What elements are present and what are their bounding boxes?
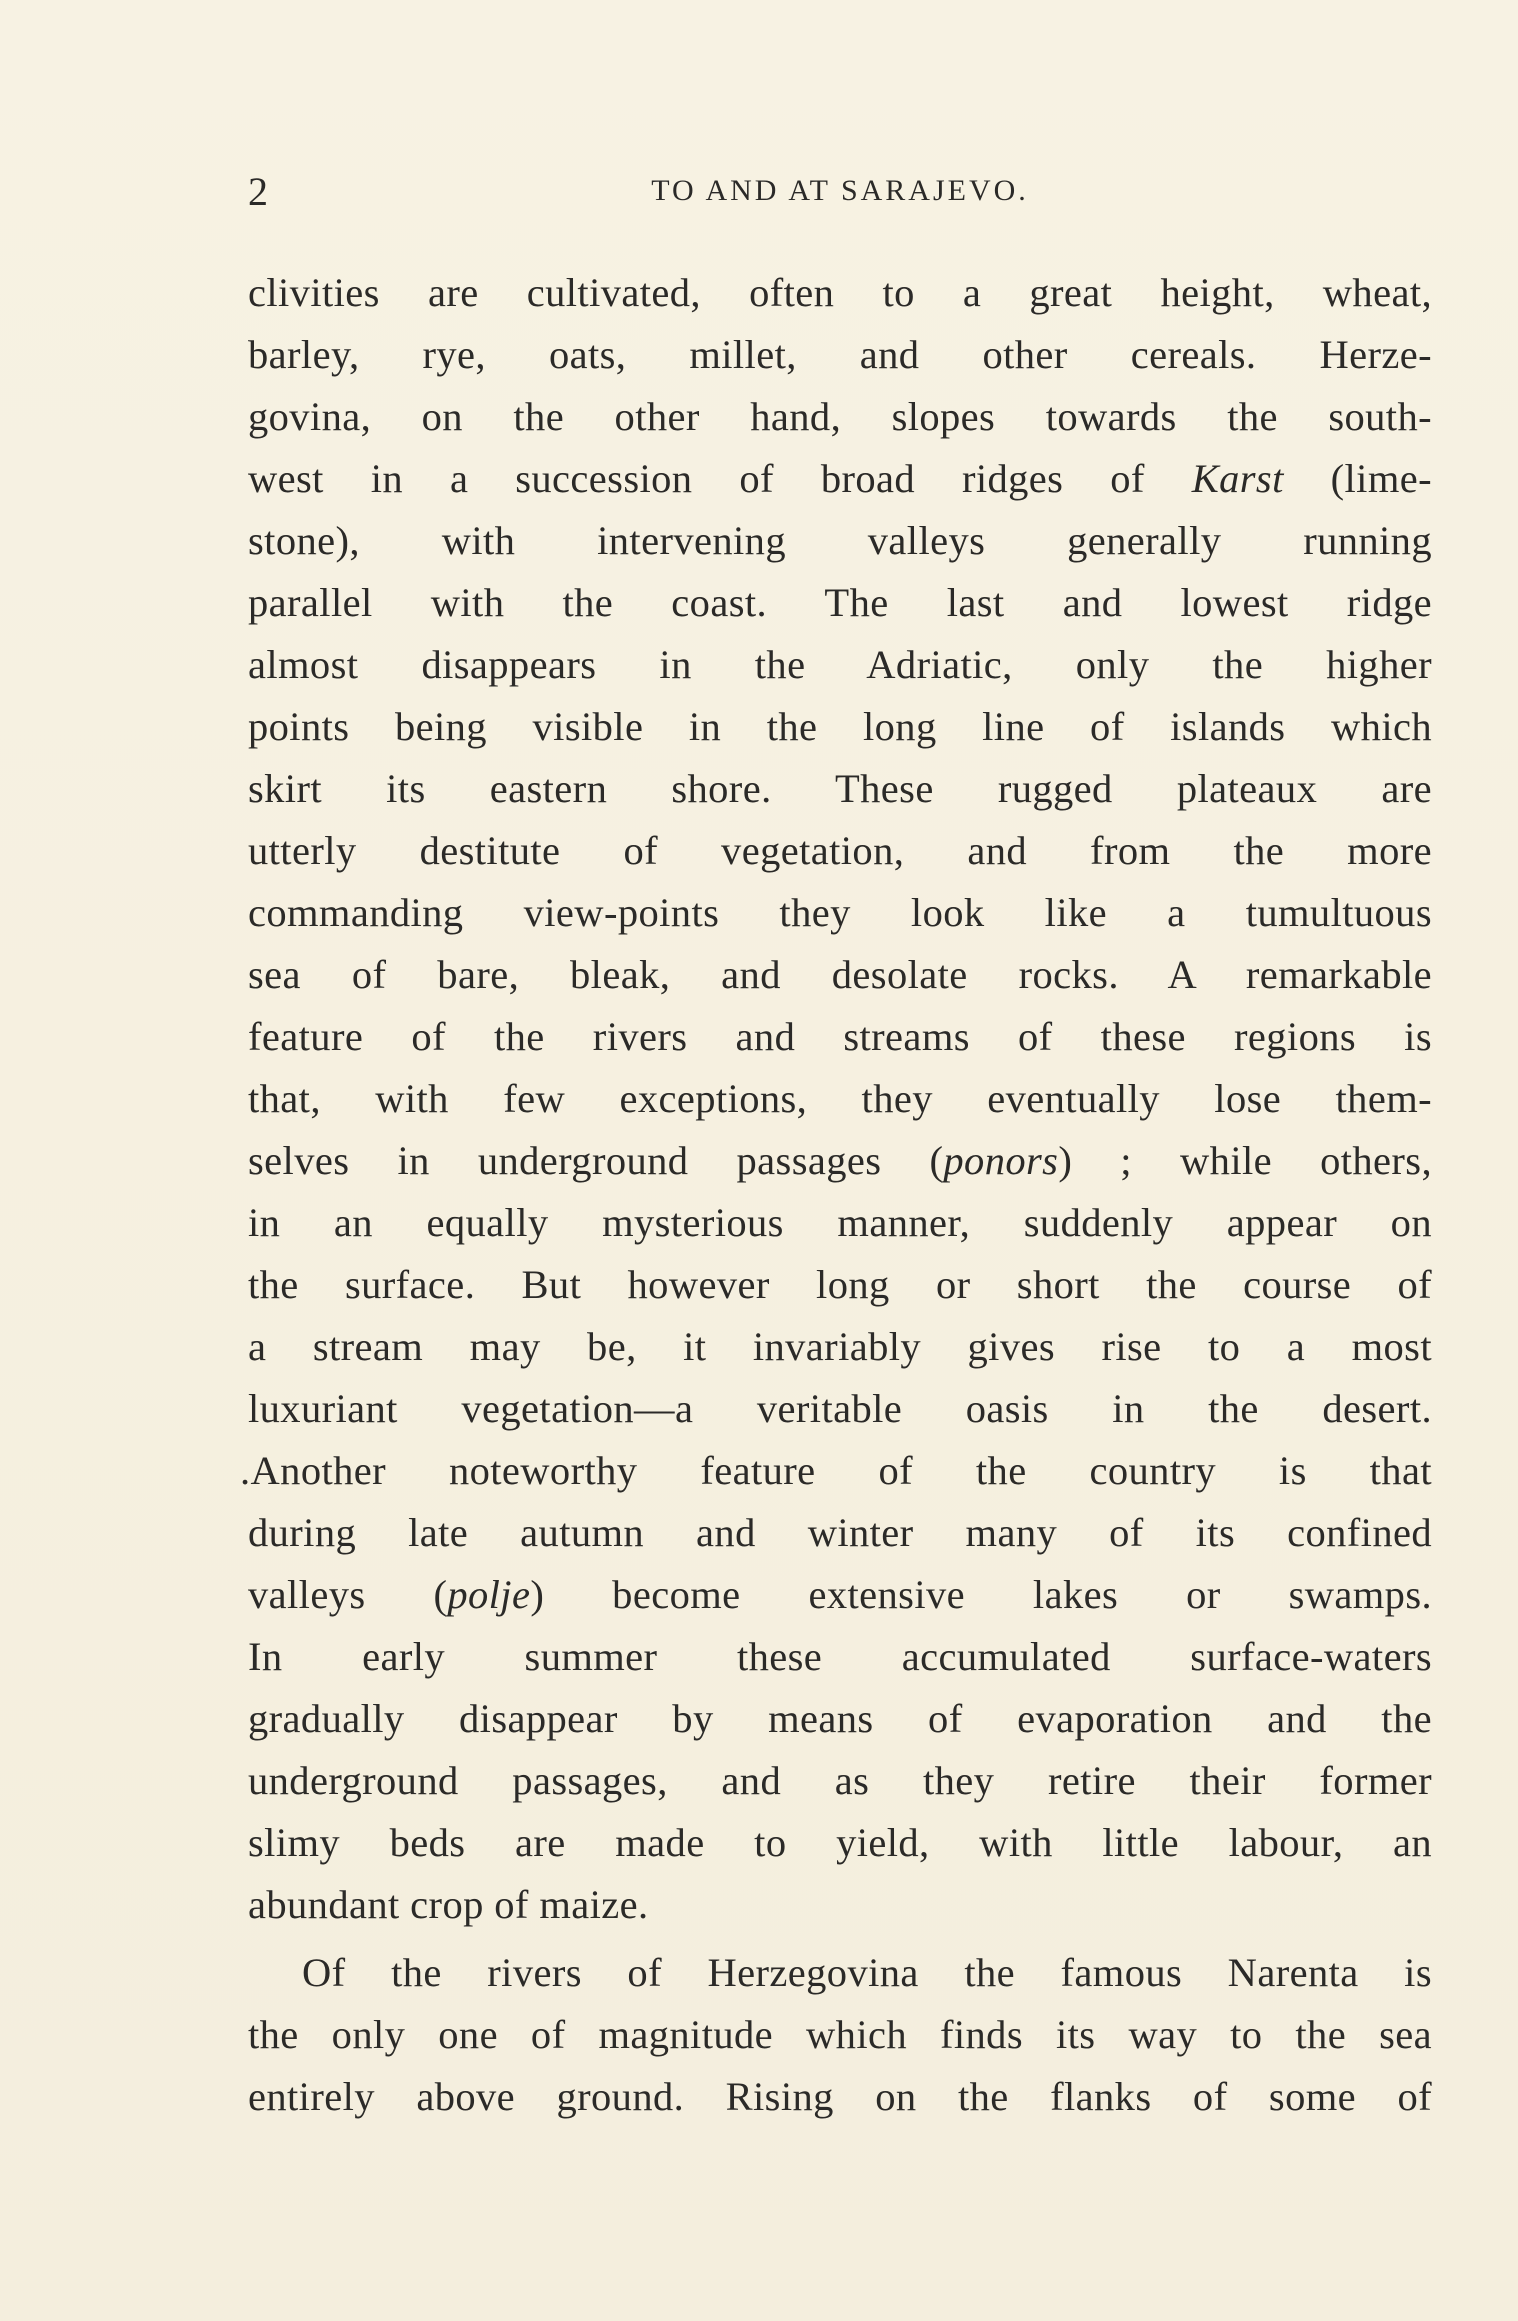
text-line: during late autumn and winter many of its confined [248,1510,1432,1555]
text-line: parallel with the coast. The last and lowest ridge [248,580,1432,625]
text-line: the only one of magnitude which finds its way to the sea [248,2012,1432,2057]
text-line: govina, on the other hand, slopes towards the south- [248,394,1432,439]
text-line: Of the rivers of Herzegovina the famous Narenta is [302,1950,1432,1995]
text-line: almost disappears in the Adriatic, only the higher [248,642,1432,687]
text-line: that, with few exceptions, they eventually lose them- [248,1076,1432,1121]
italic-term-karst: Karst [1191,456,1284,501]
text-line: barley, rye, oats, millet, and other cereals. Herze- [248,332,1432,377]
running-head: TO AND AT SARAJEVO. [651,174,1029,207]
text-line: utterly destitute of vegetation, and from the more [248,828,1432,873]
italic-term-ponors: ponors [943,1138,1059,1183]
text-line: commanding view-points they look like a tumultuous [248,890,1432,935]
text-line [248,448,1432,510]
text-line: luxuriant vegetation—a veritable oasis in the desert. [248,1386,1432,1431]
paragraph-1 [240,262,1433,1936]
page-number: 2 [248,169,269,214]
text-segment: valleys ( [248,1572,448,1617]
page-header [248,168,1432,218]
italic-term-polje: polje [447,1572,531,1617]
text-line: feature of the rivers and streams of these regions is [248,1014,1432,1059]
text-segment: (lime- [1283,456,1433,501]
text-line [248,1130,1432,1192]
text-line: skirt its eastern shore. These rugged plateaux are [248,766,1432,811]
text-line: a stream may be, it invariably gives rise to a most [248,1324,1432,1369]
text-line: In early summer these accumulated surface-waters [248,1634,1432,1679]
paragraph-2 [248,1942,1432,2128]
text-line: points being visible in the long line of islands which [248,704,1432,749]
text-line: stone), with intervening valleys generally running [248,518,1432,563]
text-segment: selves in underground passages ( [248,1138,944,1183]
text-line: gradually disappear by means of evaporation and the [248,1696,1432,1741]
text-line: in an equally mysterious manner, suddenly appear on [248,1200,1432,1245]
text-line: clivities are cultivated, often to a great height, wheat, [248,270,1432,315]
text-line: slimy beds are made to yield, with little labour, an [248,1820,1432,1865]
text-segment: west in a succession of broad ridges of [248,456,1192,501]
text-line: the surface. But however long or short the course of [248,1262,1432,1307]
text-segment: ) become extensive lakes or swamps. [530,1572,1432,1617]
text-line: abundant crop of maize. [248,1882,649,1927]
text-line: .Another noteworthy feature of the country is that [240,1448,1432,1493]
body-text [240,262,1433,2128]
text-line [248,1564,1432,1626]
text-line: sea of bare, bleak, and desolate rocks. A remarkable [248,952,1432,997]
text-line: underground passages, and as they retire their former [248,1758,1432,1803]
text-line: entirely above ground. Rising on the flanks of some of [248,2074,1432,2119]
text-segment: ) ; while others, [1058,1138,1432,1183]
